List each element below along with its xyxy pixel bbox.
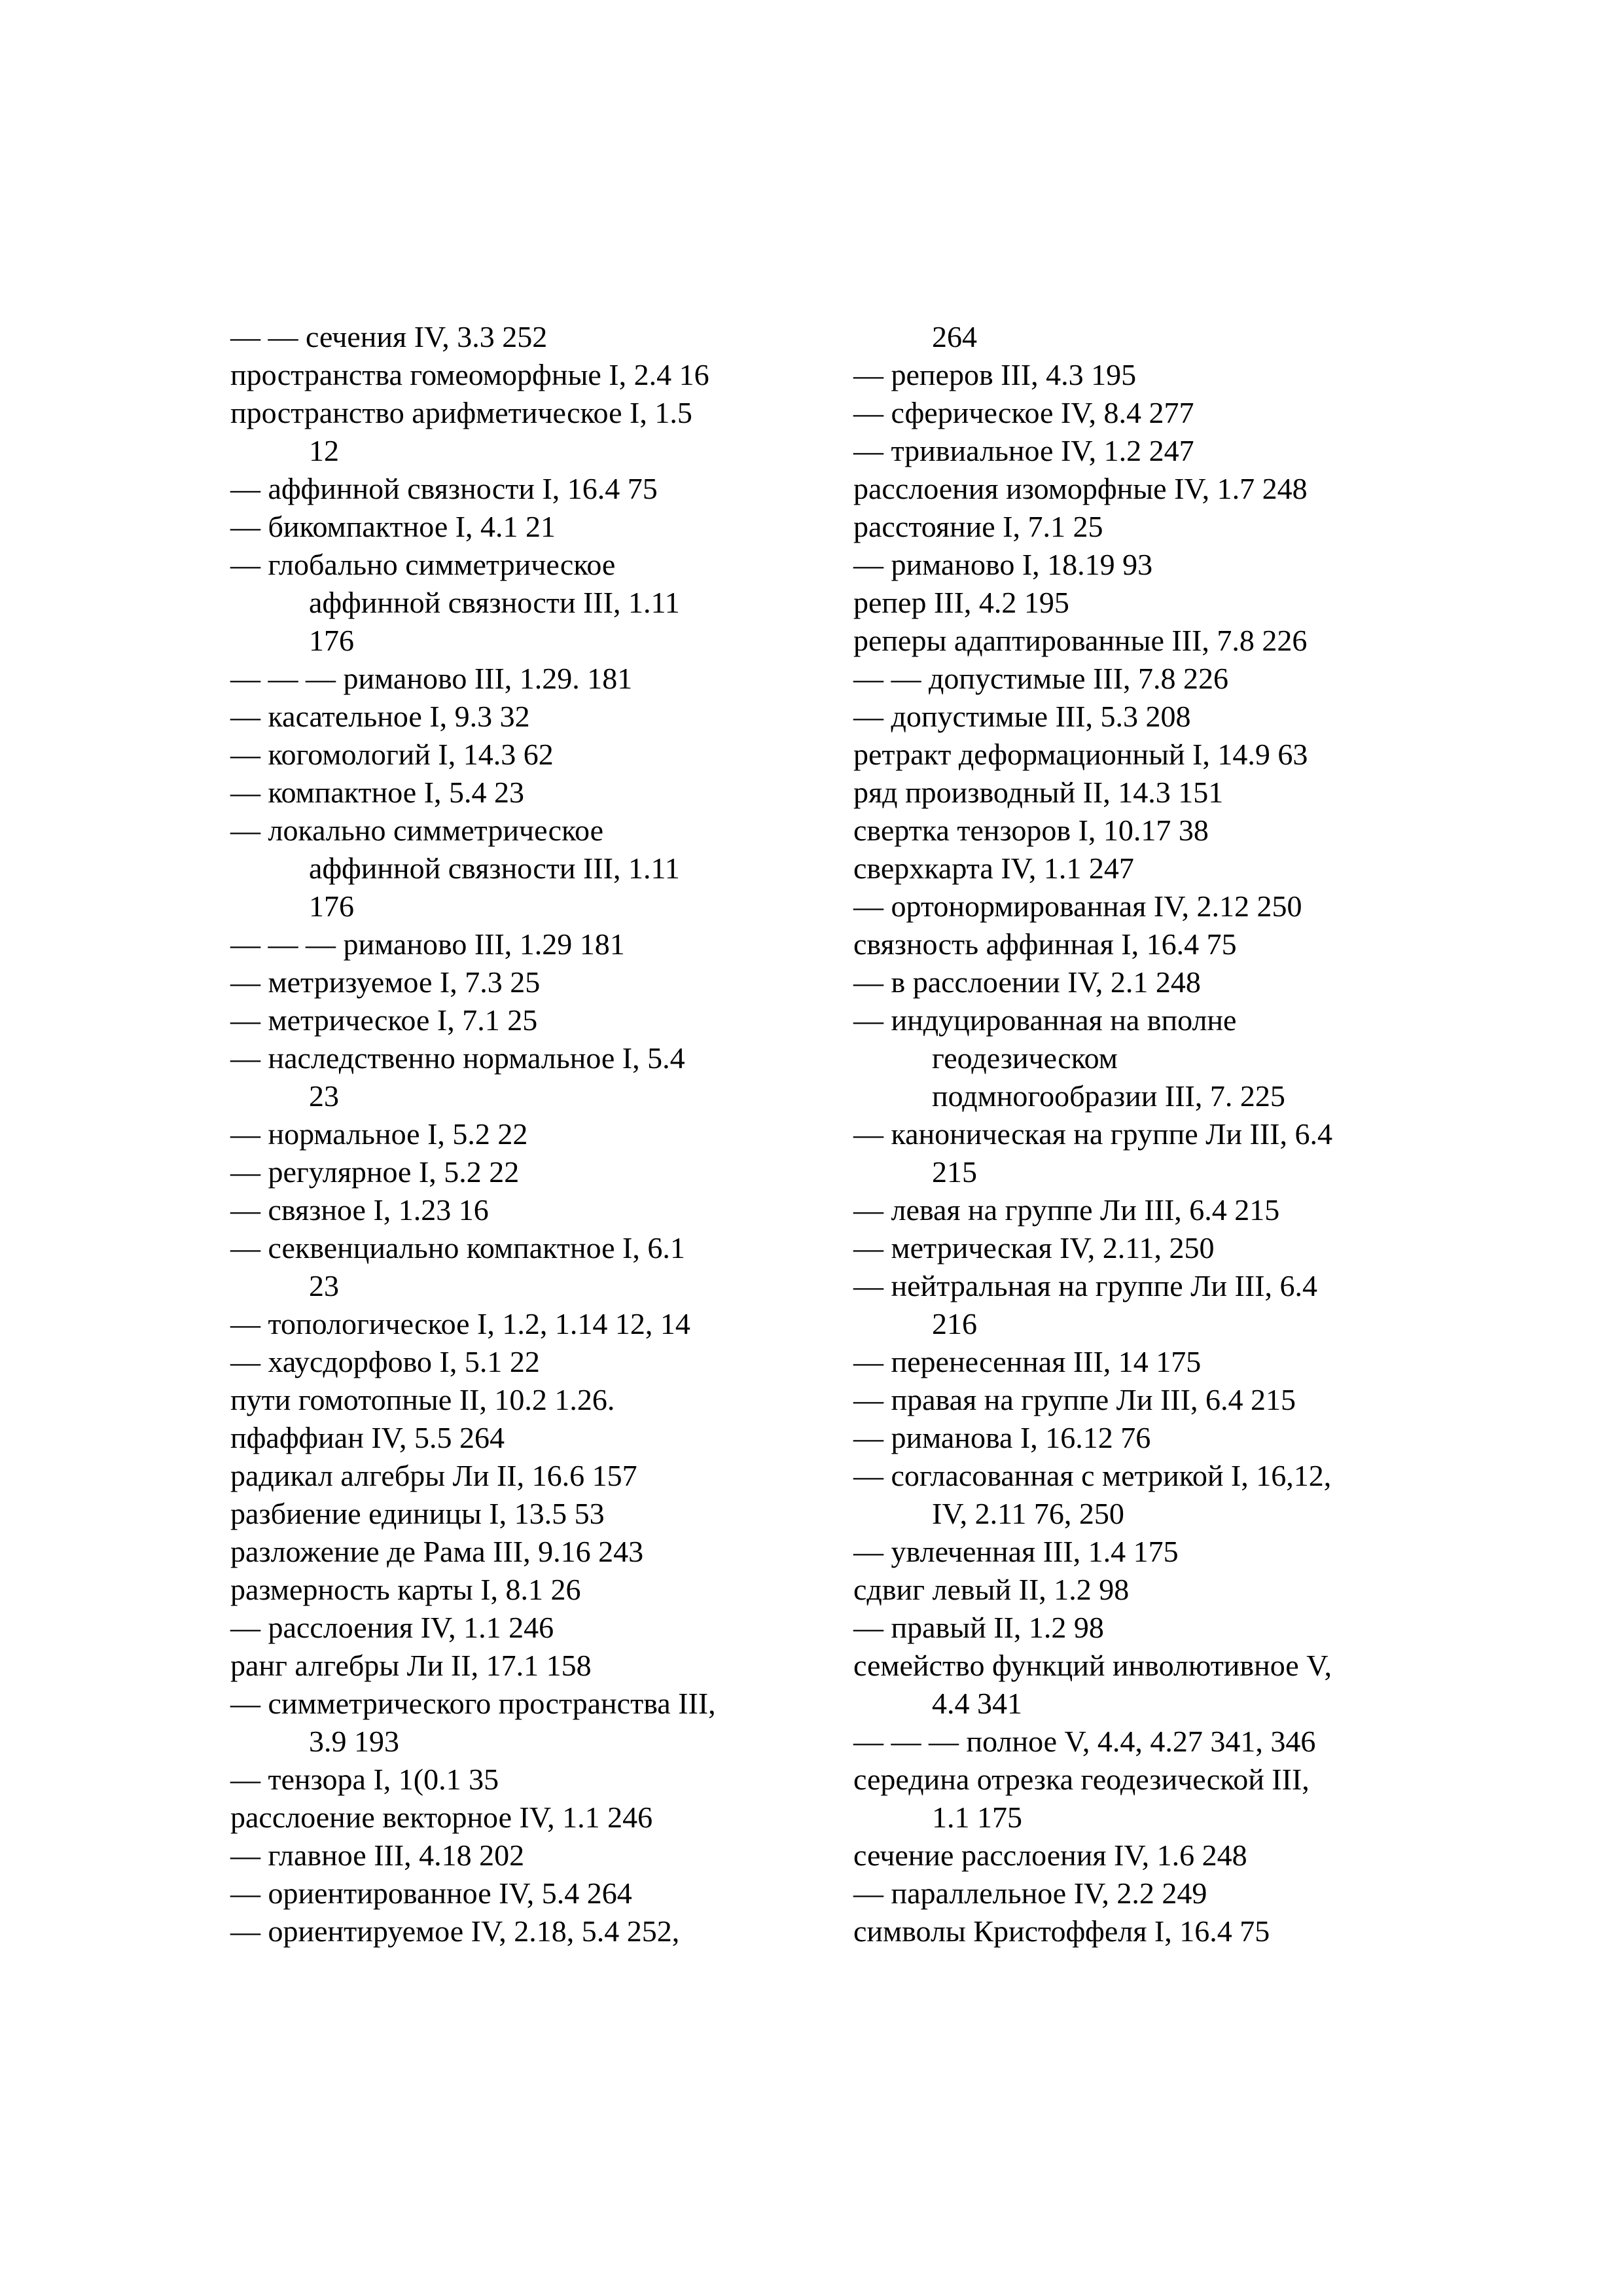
index-entry: ретракт деформационный I, 14.9 63 — [853, 738, 1308, 771]
index-entry: реперы адаптированные III, 7.8 226 — [853, 624, 1308, 657]
index-entry: — реперов III, 4.3 195 — [853, 358, 1137, 391]
index-entry: — локально симметрическое — [230, 814, 604, 847]
index-entry: символы Кристоффеля I, 16.4 75 — [853, 1914, 1270, 1948]
index-entry: — главное III, 4.18 202 — [230, 1839, 525, 1872]
index-entry-continuation: 264 — [932, 320, 977, 353]
index-entry-continuation: 23 — [309, 1079, 339, 1113]
index-entry: связность аффинная I, 16.4 75 — [853, 927, 1237, 961]
index-entry-continuation: подмногообразии III, 7. 225 — [932, 1079, 1285, 1113]
index-entry: — правая на группе Ли III, 6.4 215 — [853, 1383, 1296, 1416]
index-entry: — касательное I, 9.3 32 — [230, 700, 530, 733]
index-entry-continuation: 23 — [309, 1269, 339, 1302]
index-entry-continuation: 3.9 193 — [309, 1725, 399, 1758]
index-entry: пфаффиан IV, 5.5 264 — [230, 1421, 505, 1454]
index-entry: — правый II, 1.2 98 — [853, 1611, 1104, 1644]
index-entry: — каноническая на группе Ли III, 6.4 — [853, 1117, 1332, 1151]
index-entry: — допустимые III, 5.3 208 — [853, 700, 1191, 733]
index-entry: — согласованная с метрикой I, 16,12, — [853, 1459, 1332, 1492]
index-entry: — перенесенная III, 14 175 — [853, 1345, 1202, 1378]
index-entry: — в расслоении IV, 2.1 248 — [853, 965, 1201, 999]
index-entry-continuation: IV, 2.11 76, 250 — [932, 1497, 1124, 1530]
index-entry: ранг алгебры Ли II, 17.1 158 — [230, 1649, 592, 1682]
index-entry: расстояние I, 7.1 25 — [853, 510, 1103, 543]
index-entry: — топологическое I, 1.2, 1.14 12, 14 — [230, 1307, 690, 1340]
index-entry: свертка тензоров I, 10.17 38 — [853, 814, 1209, 847]
index-entry: радикал алгебры Ли II, 16.6 157 — [230, 1459, 637, 1492]
index-entry-continuation: аффинной связности III, 1.11 — [309, 852, 680, 885]
index-entry: — связное I, 1.23 16 — [230, 1193, 489, 1227]
index-entry: — нормальное I, 5.2 22 — [230, 1117, 528, 1151]
index-entry: — — — риманово III, 1.29. 181 — [230, 662, 633, 695]
index-entry: — риманово I, 18.19 93 — [853, 548, 1153, 581]
index-entry: — ортонормированная IV, 2.12 250 — [853, 889, 1302, 923]
index-entry: — — допустимые III, 7.8 226 — [853, 662, 1229, 695]
index-entry: середина отрезка геодезической III, — [853, 1763, 1310, 1796]
index-entry: пространство арифметическое I, 1.5 — [230, 396, 692, 429]
index-entry: репер III, 4.2 195 — [853, 586, 1069, 619]
index-entry: — регулярное I, 5.2 22 — [230, 1155, 520, 1189]
index-entry: — когомологий I, 14.3 62 — [230, 738, 554, 771]
index-entry-continuation: 176 — [309, 889, 354, 923]
index-entry: — левая на группе Ли III, 6.4 215 — [853, 1193, 1280, 1227]
index-entry: разложение де Рама III, 9.16 243 — [230, 1535, 644, 1568]
index-entry: — риманова I, 16.12 76 — [853, 1421, 1151, 1454]
index-entry: размерность карты I, 8.1 26 — [230, 1573, 581, 1606]
index-entry: — метрическое I, 7.1 25 — [230, 1003, 538, 1037]
index-entry-continuation: 12 — [309, 434, 339, 467]
index-entry: разбиение единицы I, 13.5 53 — [230, 1497, 605, 1530]
index-entry: — увлеченная III, 1.4 175 — [853, 1535, 1179, 1568]
index-entry: — хаусдорфово I, 5.1 22 — [230, 1345, 540, 1378]
index-entry: — бикомпактное I, 4.1 21 — [230, 510, 556, 543]
index-entry-continuation: 1.1 175 — [932, 1801, 1022, 1834]
index-entry: — индуцированная на вполне — [853, 1003, 1237, 1037]
index-entry: — параллельное IV, 2.2 249 — [853, 1876, 1207, 1910]
index-entry: ряд производный II, 14.3 151 — [853, 776, 1224, 809]
index-entry: — глобально симметрическое — [230, 548, 616, 581]
index-entry: расслоение векторное IV, 1.1 246 — [230, 1801, 653, 1834]
index-entry: — нейтральная на группе Ли III, 6.4 — [853, 1269, 1317, 1302]
index-entry: — — — полное V, 4.4, 4.27 341, 346 — [853, 1725, 1316, 1758]
index-entry-continuation: аффинной связности III, 1.11 — [309, 586, 680, 619]
index-entry: — секвенциально компактное I, 6.1 — [230, 1231, 685, 1265]
index-entry: — метрическая IV, 2.11, 250 — [853, 1231, 1215, 1265]
index-entry-continuation: 176 — [309, 624, 354, 657]
index-entry: сдвиг левый II, 1.2 98 — [853, 1573, 1130, 1606]
index-entry: — тривиальное IV, 1.2 247 — [853, 434, 1194, 467]
index-column-left — [230, 318, 872, 1950]
index-entry: — наследственно нормальное I, 5.4 — [230, 1041, 685, 1075]
index-entry: — — — риманово III, 1.29 181 — [230, 927, 625, 961]
index-entry-continuation: 216 — [932, 1307, 977, 1340]
index-entry: семейство функций инволютивное V, — [853, 1649, 1332, 1682]
index-entry: — расслоения IV, 1.1 246 — [230, 1611, 554, 1644]
index-entry: пути гомотопные II, 10.2 1.26. — [230, 1383, 615, 1416]
index-entry: — ориентированное IV, 5.4 264 — [230, 1876, 632, 1910]
index-entry: — тензора I, 1(0.1 35 — [230, 1763, 499, 1796]
index-entry: расслоения изоморфные IV, 1.7 248 — [853, 472, 1308, 505]
index-entry: — компактное I, 5.4 23 — [230, 776, 525, 809]
index-entry: пространства гомеоморфные I, 2.4 16 — [230, 358, 709, 391]
index-entry: — ориентируемое IV, 2.18, 5.4 252, — [230, 1914, 680, 1948]
index-entry: — симметрического пространства III, — [230, 1687, 716, 1720]
index-entry: сверхкарта IV, 1.1 247 — [853, 852, 1134, 885]
index-entry: сечение расслоения IV, 1.6 248 — [853, 1839, 1247, 1872]
index-entry: — — сечения IV, 3.3 252 — [230, 320, 548, 353]
index-column-right — [853, 318, 1429, 1950]
index-entry: — метризуемое I, 7.3 25 — [230, 965, 541, 999]
index-entry: — аффинной связности I, 16.4 75 — [230, 472, 658, 505]
index-entry-continuation: геодезическом — [932, 1041, 1118, 1075]
index-entry: — сферическое IV, 8.4 277 — [853, 396, 1194, 429]
index-entry-continuation: 215 — [932, 1155, 977, 1189]
index-entry-continuation: 4.4 341 — [932, 1687, 1022, 1720]
